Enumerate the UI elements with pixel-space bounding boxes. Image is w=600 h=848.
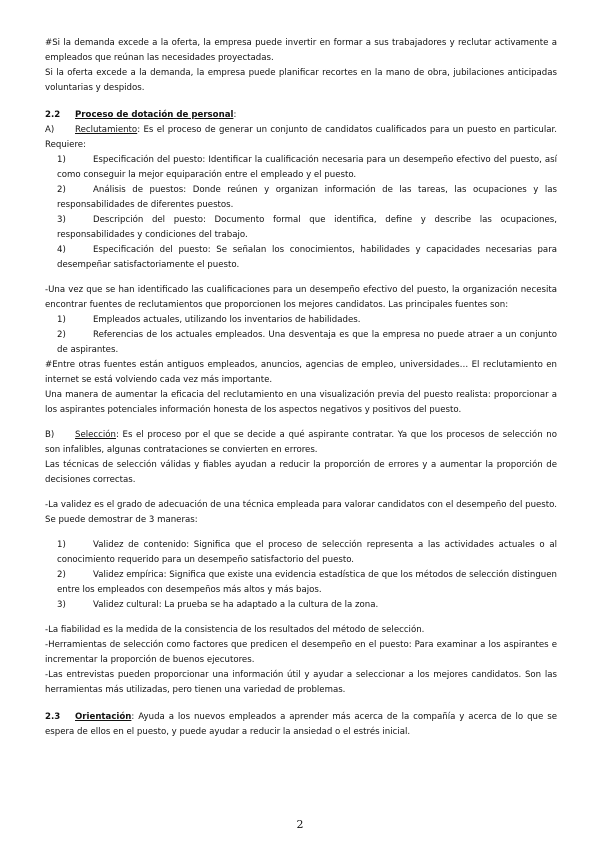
list-item xyxy=(45,313,557,328)
list-item xyxy=(45,538,557,568)
list-number: 3) xyxy=(57,215,66,225)
list-text: Referencias de los actuales empleados. Una desventaja es que la empresa no puede atraer a un conjunto de aspirantes. xyxy=(57,330,557,355)
section-2-3-text: : Ayuda a los nuevos empleados a aprender más acerca de la compañía y acerca de lo que se espera de ellos en el puesto, y puede ayudar a reducir la ansiedad o el estrés inicial. xyxy=(45,712,557,737)
list-number: 1) xyxy=(57,540,66,550)
list-number: 1) xyxy=(57,155,66,165)
list-text: Especificación del puesto: Identificar la cualificación necesaria para un desempeño efectivo del puesto, así como conseguir la mejor equiparación entre el empleado y el puesto. xyxy=(57,155,557,180)
other-sources-paragraph: #Entre otras fuentes están antiguos empleados, anuncios, agencias de empleo, universidades… El reclutamiento en internet se está volviendo cada vez más importante. xyxy=(45,360,557,385)
intro-paragraph-1: #Si la demanda excede a la oferta, la empresa puede invertir en formar a sus trabajadores y reclutar activamente a empleados que reúnan las necesidades proyectadas. xyxy=(45,38,557,63)
reliability-paragraph: -La fiabilidad es la medida de la consistencia de los resultados del método de selección. xyxy=(45,625,425,635)
list-number: 1) xyxy=(57,315,66,325)
list-number: 2) xyxy=(57,185,66,195)
list-number: 4) xyxy=(57,245,66,255)
list-number: 3) xyxy=(57,600,66,610)
list-number: 2) xyxy=(57,570,66,580)
section-2-3-number: 2.3 xyxy=(45,712,61,722)
section-2-2-number: 2.2 xyxy=(45,110,61,120)
section-2-3-paragraph xyxy=(45,710,557,740)
list-text: Empleados actuales, utilizando los inventarios de habilidades. xyxy=(93,315,361,325)
list-item xyxy=(45,183,557,213)
requirements-list xyxy=(45,153,557,273)
list-item xyxy=(45,243,557,273)
selection-text: : Es el proceso por el que se decide a qué aspirante contratar. Ya que los procesos de selección no son infalibles, algunas contrataciones se convierten en errores. xyxy=(45,430,557,455)
selection-term: Selección xyxy=(75,430,116,440)
list-item xyxy=(45,153,557,183)
list-item xyxy=(45,213,557,243)
section-2-3-term: Orientación xyxy=(75,712,132,722)
list-item xyxy=(45,328,557,358)
list-text: Validez empírica: Significa que existe una evidencia estadística de que los métodos de selección distinguen entre los empleados con desempeños más altos y más bajos. xyxy=(57,570,557,595)
sources-intro-paragraph: -Una vez que se han identificado las cualificaciones para un desempeño efectivo del puesto, la organización necesita encontrar fuentes de reclutamientos que proporcionen los mejores candidatos. Las principales fuentes son: xyxy=(45,285,557,310)
intro-paragraph-2: Si la oferta excede a la demanda, la empresa puede planificar recortes en la mano de obra, jubilaciones anticipadas voluntarias y despidos. xyxy=(45,68,557,93)
list-item xyxy=(45,598,557,613)
section-2-2-title: Proceso de dotación de personal xyxy=(75,110,234,120)
list-text: Validez de contenido: Significa que el proceso de selección representa a las actividades actuales o al conocimiento requerido para un desempeño satisfactorio del puesto. xyxy=(57,540,557,565)
efficacy-paragraph: Una manera de aumentar la eficacia del reclutamiento en una visualización previa del puesto realista: proporcionar a los aspirantes potenciales información honesta de los aspectos negativos y positivos del puesto. xyxy=(45,390,557,415)
section-2-2-heading xyxy=(45,108,557,123)
recruitment-term: Reclutamiento xyxy=(75,125,138,135)
validity-intro-paragraph: -La validez es el grado de adecuación de una técnica empleada para valorar candidatos con el desempeño del puesto. Se puede demostrar de 3 maneras: xyxy=(45,500,557,525)
sources-list xyxy=(45,313,557,358)
list-text: Validez cultural: La prueba se ha adaptado a la cultura de la zona. xyxy=(93,600,379,610)
list-text: Especificación del puesto: Se señalan los conocimientos, habilidades y capacidades necesarias para desempeñar satisfactoriamente el puesto. xyxy=(57,245,557,270)
document-page xyxy=(45,36,557,740)
list-item xyxy=(45,568,557,598)
recruitment-letter: A) xyxy=(45,125,55,135)
list-text: Descripción del puesto: Documento formal que identifica, define y describe las ocupaciones, responsabilidades y condiciones del trabajo. xyxy=(57,215,557,240)
recruitment-paragraph xyxy=(45,123,557,153)
section-2-2-title-suffix: : xyxy=(233,110,237,120)
list-text: Análisis de puestos: Donde reúnen y organizan información de las tareas, las ocupaciones y las responsabilidades de diferentes puestos. xyxy=(57,185,557,210)
validity-list xyxy=(45,538,557,613)
interviews-paragraph: -Las entrevistas pueden proporcionar una información útil y ayudar a seleccionar a los mejores candidatos. Son las herramientas más utilizadas, pero tienen una variedad de problemas. xyxy=(45,670,557,695)
list-number: 2) xyxy=(57,330,66,340)
selection-letter: B) xyxy=(45,430,55,440)
tools-paragraph: -Herramientas de selección como factores que predicen el desempeño en el puesto: Para examinar a los aspirantes e incrementar la proporción de buenos ejecutores. xyxy=(45,640,557,665)
recruitment-text: : Es el proceso de generar un conjunto de candidatos cualificados para un puesto en particular. Requiere: xyxy=(45,125,557,150)
page-number: 2 xyxy=(296,818,304,831)
selection-paragraph xyxy=(45,428,557,458)
techniques-paragraph: Las técnicas de selección válidas y fiables ayudan a reducir la proporción de errores y a aumentar la proporción de decisiones correctas. xyxy=(45,460,557,485)
